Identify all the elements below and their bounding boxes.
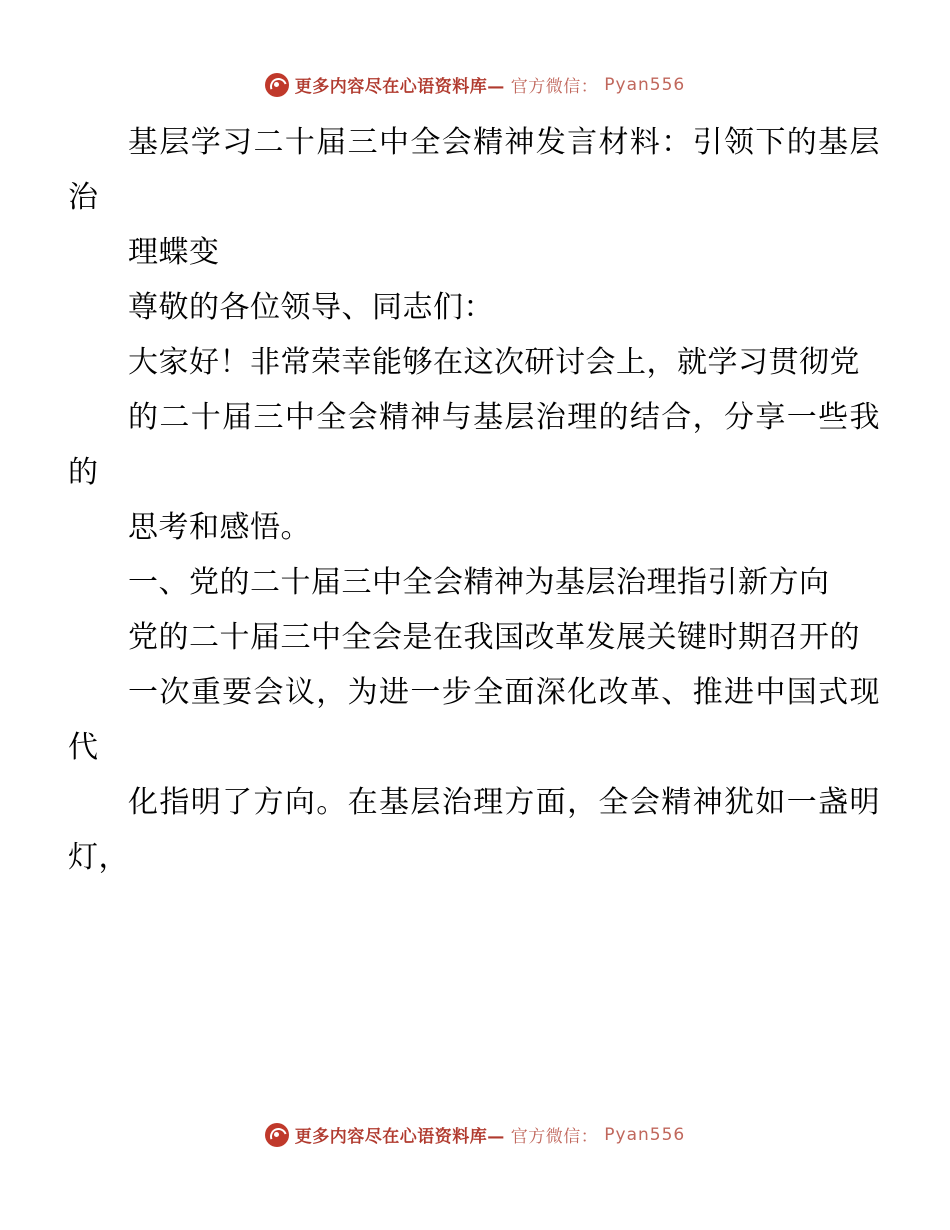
paragraph: 思考和感悟。 [128,510,311,545]
paragraph: 党的二十届三中全会是在我国改革发展关键时期召开的 [128,620,860,655]
promo-main-text: 更多内容尽在心语资料库— [294,77,505,97]
paragraph: 理蝶变 [128,235,220,270]
promo-main-text: 更多内容尽在心语资料库— [294,1127,505,1147]
paragraph: 的二十届三中全会精神与基层治理的结合，分享一些我的 [68,400,880,490]
promo-code-text: Pyan556 [604,1124,686,1145]
paragraph: 尊敬的各位领导、同志们： [128,290,494,325]
paragraph: 一、党的二十届三中全会精神为基层治理指引新方向 [128,565,830,600]
paragraph: 一次重要会议，为进一步全面深化改革、推进中国式现代 [68,675,880,765]
paragraph: 基层学习二十届三中全会精神发言材料：引领下的基层治 [68,125,880,215]
promo-code-text: Pyan556 [604,74,686,95]
document-body [68,115,880,885]
promo-banner-top [0,72,950,97]
promo-banner-bottom [0,1122,950,1147]
promo-label-text: 官方微信： [510,1127,599,1147]
seal-icon [265,73,289,97]
seal-icon [265,1123,289,1147]
paragraph: 化指明了方向。在基层治理方面，全会精神犹如一盏明灯， [68,785,880,875]
promo-label-text: 官方微信： [510,77,599,97]
paragraph: 大家好！非常荣幸能够在这次研讨会上，就学习贯彻党 [128,345,860,380]
